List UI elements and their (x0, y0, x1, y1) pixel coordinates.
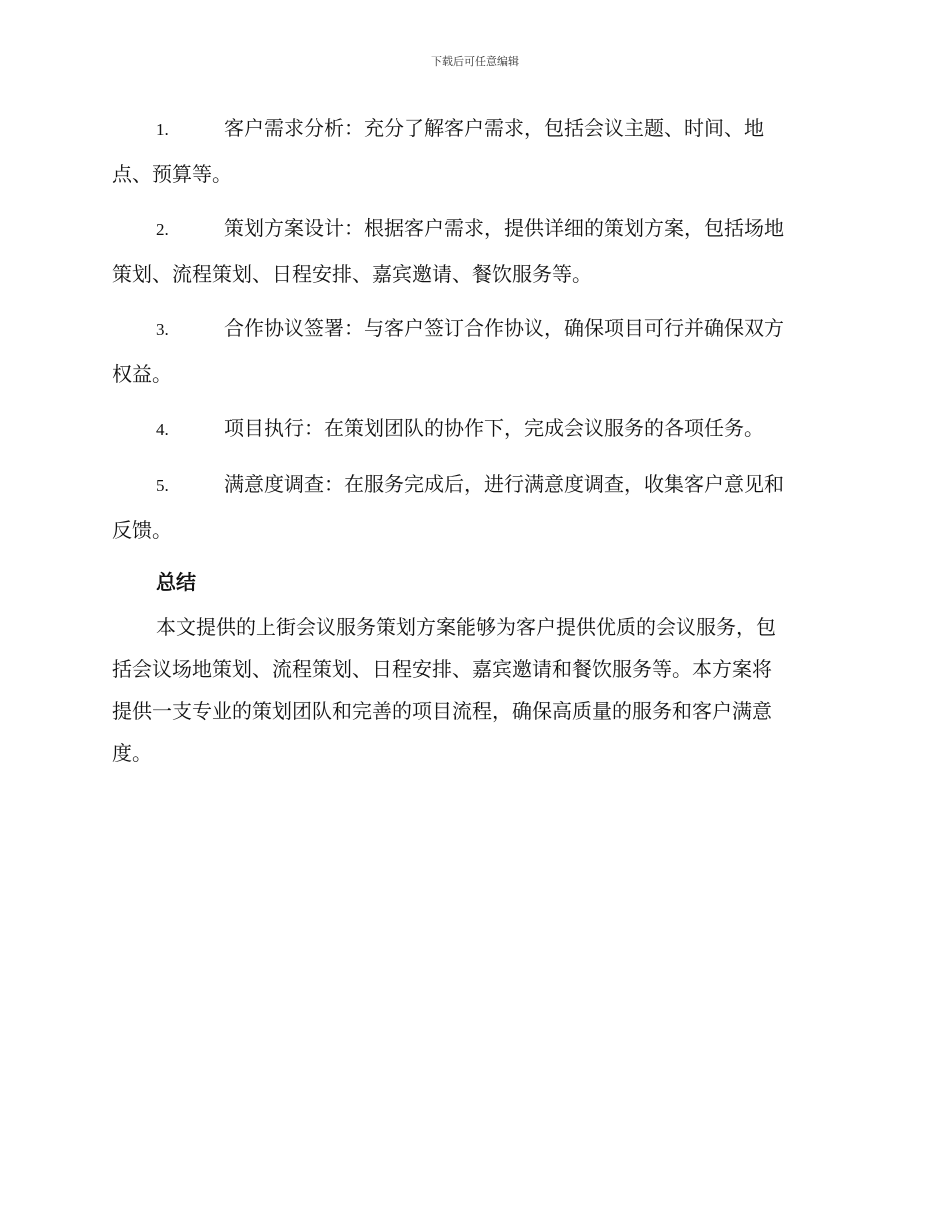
list-text-continued: 点、预算等。 (112, 162, 232, 186)
list-item (112, 406, 834, 452)
list-text: 客户需求分析：充分了解客户需求，包括会议主题、时间、地 (224, 116, 764, 140)
list-number: 5. (156, 476, 169, 495)
paragraph-line: 度。 (112, 741, 152, 765)
summary-paragraph (112, 606, 834, 774)
document-body (112, 106, 834, 774)
list-text: 项目执行：在策划团队的协作下，完成会议服务的各项任务。 (224, 416, 764, 440)
list-number: 2. (156, 220, 169, 239)
list-text: 满意度调查：在服务完成后，进行满意度调查，收集客户意见和 (224, 472, 784, 496)
list-number: 3. (156, 320, 169, 339)
page-header: 下载后可任意编辑 (431, 55, 519, 68)
list-item (112, 306, 834, 396)
section-heading: 总结 (156, 570, 196, 594)
list-text: 策划方案设计：根据客户需求，提供详细的策划方案，包括场地 (224, 216, 784, 240)
list-item (112, 462, 834, 552)
paragraph-line: 提供一支专业的策划团队和完善的项目流程，确保高质量的服务和客户满意 (112, 699, 772, 723)
list-text-continued: 策划、流程策划、日程安排、嘉宾邀请、餐饮服务等。 (112, 262, 592, 286)
list-text-continued: 权益。 (112, 362, 172, 386)
list-item (112, 106, 834, 196)
paragraph-line: 括会议场地策划、流程策划、日程安排、嘉宾邀请和餐饮服务等。本方案将 (112, 657, 772, 681)
list-text-continued: 反馈。 (112, 518, 172, 542)
list-number: 4. (156, 420, 169, 439)
paragraph-line: 本文提供的上街会议服务策划方案能够为客户提供优质的会议服务，包 (156, 615, 776, 639)
list-number: 1. (156, 120, 169, 139)
list-text: 合作协议签署：与客户签订合作协议，确保项目可行并确保双方 (224, 316, 784, 340)
list-item (112, 206, 834, 296)
